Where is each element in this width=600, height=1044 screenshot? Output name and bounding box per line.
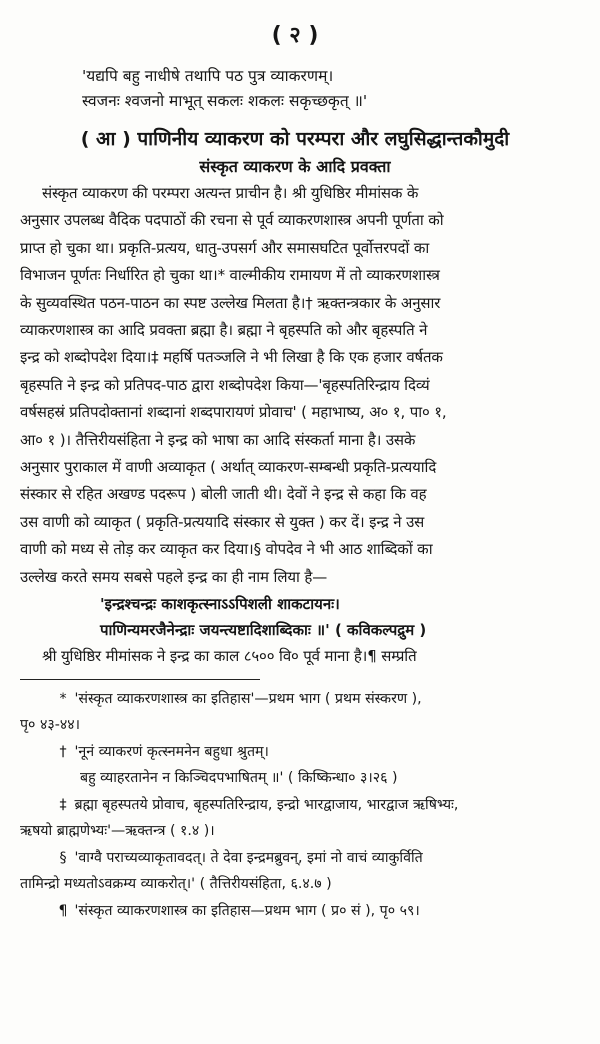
footnote-line	[20, 739, 570, 766]
footnote-line	[20, 845, 570, 872]
footnote-text: 'संस्कृत व्याकरणशास्त्र का इतिहास—प्रथम भाग ( प्र० सं ), पृ० ५९।	[74, 902, 420, 919]
body-line: व्याकरणशास्त्र का आदि प्रवक्ता ब्रह्मा है। ब्रह्मा ने बृहस्पति को और बृहस्पति ने	[20, 321, 428, 340]
footnote-line	[20, 792, 570, 819]
footnote-line: पृ० ४३-४४।	[20, 717, 80, 733]
body-line: विभाजन पूर्णतः निर्धारित हो चुका था।* वाल्मीकीय रामायण में तो व्याकरणशास्त्र	[20, 266, 440, 285]
footnote-line	[20, 898, 570, 925]
page-number: ( २ )	[271, 23, 319, 48]
footnote-divider	[20, 679, 260, 680]
second-verse	[20, 591, 570, 643]
body-line: उल्लेख करते समय सबसे पहले इन्द्र का ही नाम लिया है—	[20, 567, 328, 586]
footnote-text: ब्रह्मा बृहस्पतये प्रोवाच, बृहस्पतिरिन्द्राय, इन्द्रो भारद्वाजाय, भारद्वाज ऋषिभ्यः,	[74, 796, 459, 813]
footnote-line: बहु व्याहरतानेन न किञ्चिदपभाषितम् ॥' ( किष्किन्धा० ३।२६ )	[80, 770, 398, 786]
body-line: उस वाणी को व्याकृत ( प्रकृति-प्रत्ययादि संस्कार से युक्त ) कर दें। इन्द्र ने उस	[20, 512, 425, 531]
closing-line: श्री युधिष्ठिर मीमांसक ने इन्द्र का काल ८५०० वि० पूर्व माना है।¶ सम्प्रति	[42, 647, 417, 666]
verse-line: पाणिन्यमरजैनेन्द्राः जयन्त्यष्टादिशाब्दिकाः ॥' ( कविकल्पद्रुम )	[100, 621, 427, 640]
footnote-line: तामिन्द्रो मध्यतोऽवक्रम्य व्याकरोत्।' ( तैत्तिरीयसंहिता, ६.४.७ )	[20, 876, 332, 892]
body-line: वर्षसहस्रं प्रतिपदोक्तानां शब्दानां शब्दपारायणं प्रोवाच' ( महाभाष्य, अ० १, पा० १,	[20, 403, 447, 422]
verse-line: स्वजनः श्वजनो माभूत् सकलः शकलः सकृच्छकृत् ॥'	[82, 92, 368, 110]
section-heading: ( आ ) पाणिनीय व्याकरण को परम्परा और लघुसिद्धान्तकौमुदी	[80, 128, 510, 150]
opening-verse	[20, 64, 570, 114]
body-line: आ० १ )। तैत्तिरीयसंहिता ने इन्द्र को भाषा का आदि संस्कर्ता माना है। उसके	[20, 430, 416, 449]
body-line: अनुसार उपलब्ध वैदिक पदपाठों की रचना से पूर्व व्याकरणशास्त्र अपनी पूर्णता को	[20, 211, 444, 230]
subheading: संस्कृत व्याकरण के आदि प्रवक्ता	[199, 157, 391, 176]
body-line: बृहस्पति ने इन्द्र को प्रतिपद-पाठ द्वारा शब्दोपदेश किया—'बृहस्पतिरिन्द्राय दिव्यं	[20, 375, 430, 394]
verse-line: 'इन्द्रश्चन्द्रः काशकृत्स्नाऽऽपिशली शाकटायनः।	[100, 595, 340, 614]
footnote-line: ऋषयो ब्राह्मणेभ्यः'—ऋक्तन्त्र ( १.४ )।	[20, 823, 215, 839]
body-line: संस्कृत व्याकरण की परम्परा अत्यन्त प्राचीन है। श्री युधिष्ठिर मीमांसक के	[42, 184, 419, 202]
body-line: इन्द्र को शब्दोपदेश दिया।‡ महर्षि पतञ्जलि ने भी लिखा है कि एक हजार वर्षतक	[20, 348, 443, 367]
footnote-line	[20, 686, 570, 713]
body-line: संस्कार से रहित अखण्ड पदरूप ) बोली जाती थी। देवों ने इन्द्र से कहा कि वह	[20, 485, 427, 504]
footnote-text: 'संस्कृत व्याकरणशास्त्र का इतिहास'—प्रथम भाग ( प्रथम संस्करण ),	[74, 690, 422, 707]
footnote-marker: *	[59, 690, 67, 707]
body-text	[20, 180, 570, 591]
footnote-marker: §	[59, 849, 67, 866]
footnote-marker: ‡	[59, 796, 67, 813]
footnotes	[20, 686, 570, 925]
body-line: अनुसार पुराकाल में वाणी अव्याकृत ( अर्थात् व्याकरण-सम्बन्धी प्रकृति-प्रत्ययादि	[20, 458, 437, 477]
footnote-marker: ¶	[58, 902, 68, 919]
body-line: के सुव्यवस्थित पठन-पाठन का स्पष्ट उल्लेख मिलता है।† ऋक्तन्त्रकार के अनुसार	[20, 293, 441, 312]
body-line: वाणी को मध्य से तोड़ कर व्याकृत कर दिया।§ वोपदेव ने भी आठ शाब्दिकों का	[20, 540, 433, 559]
footnote-marker: †	[59, 743, 67, 760]
verse-line: 'यद्यपि बहु नाधीषे तथापि पठ पुत्र व्याकरणम्।	[82, 67, 334, 85]
footnote-text: 'नूनं व्याकरणं कृत्स्नमनेन बहुधा श्रुतम्।	[74, 743, 269, 760]
body-line: प्राप्त हो चुका था। प्रकृति-प्रत्यय, धातु-उपसर्ग और समासघटित पूर्वोत्तरपदों का	[20, 238, 430, 257]
footnote-text: 'वाग्वै पराच्यव्याकृतावदत्। ते देवा इन्द्रमब्रुवन्, इमां नो वाचं व्याकुर्विति	[74, 849, 423, 866]
